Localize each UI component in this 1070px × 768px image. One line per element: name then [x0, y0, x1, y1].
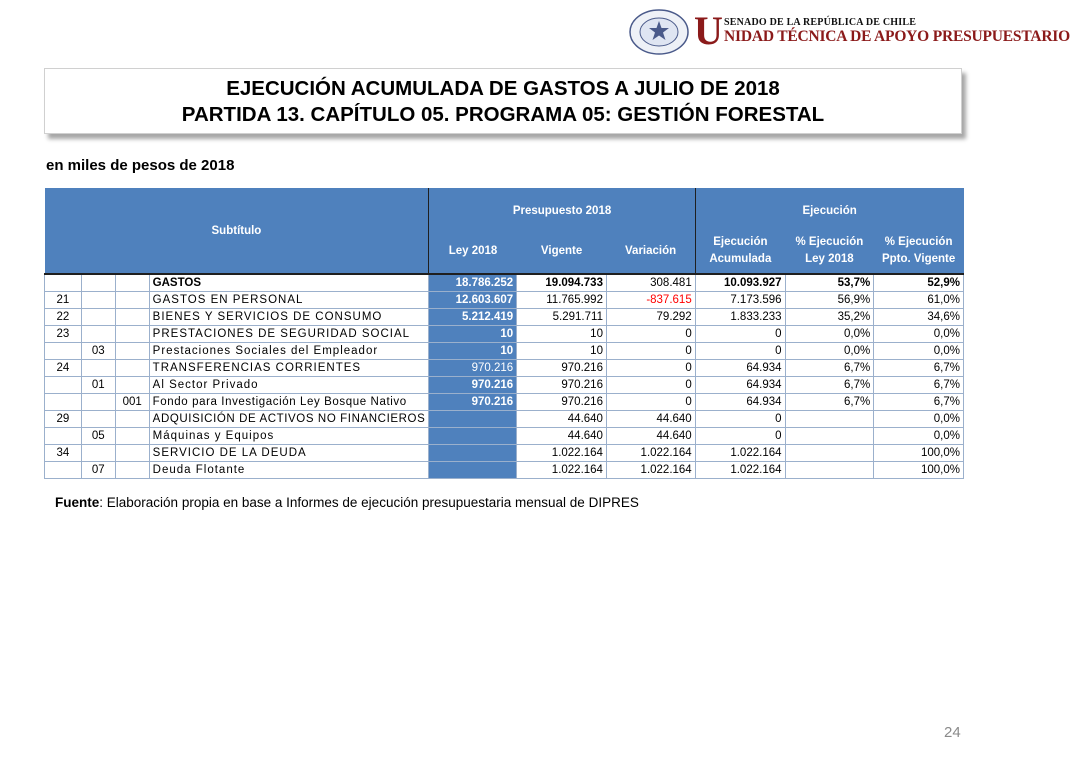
cell-variacion: 44.640 — [606, 411, 695, 428]
cell-item: 05 — [81, 428, 115, 445]
header-subtitulo: Subtítulo — [45, 188, 429, 274]
cell-name: SERVICIO DE LA DEUDA — [149, 445, 429, 462]
title-box — [44, 68, 962, 134]
header-ejec-acumulada-l2: Acumulada — [709, 252, 772, 265]
cell-ejecucion: 10.093.927 — [695, 274, 785, 292]
cell-vigente: 44.640 — [517, 411, 607, 428]
cell-name: Deuda Flotante — [149, 462, 429, 479]
cell-pct-vigente: 6,7% — [874, 360, 964, 377]
cell-asig — [115, 462, 149, 479]
cell-ley: 18.786.252 — [429, 274, 517, 292]
cell-ley — [429, 462, 517, 479]
cell-item: 07 — [81, 462, 115, 479]
cell-subtitulo: 34 — [45, 445, 82, 462]
header-pct-ley-l1: % Ejecución — [795, 235, 864, 248]
cell-name: Al Sector Privado — [149, 377, 429, 394]
table-row — [45, 274, 964, 292]
org-name-bottom: NIDAD TÉCNICA DE APOYO PRESUPUESTARIO — [724, 28, 1070, 45]
cell-pct-vigente: 0,0% — [874, 411, 964, 428]
cell-ley: 10 — [429, 326, 517, 343]
header-pct-vigente-l2: Ppto. Vigente — [881, 252, 956, 265]
cell-variacion: 1.022.164 — [606, 462, 695, 479]
cell-asig — [115, 292, 149, 309]
header-ejec-acumulada-l1: Ejecución — [713, 235, 768, 248]
cell-vigente: 1.022.164 — [517, 445, 607, 462]
cell-pct-ley — [785, 462, 874, 479]
cell-asig — [115, 411, 149, 428]
table-row — [45, 360, 964, 377]
cell-item — [81, 326, 115, 343]
cell-pct-vigente: 0,0% — [874, 326, 964, 343]
cell-asig — [115, 274, 149, 292]
header-ejecucion: Ejecución — [695, 188, 963, 228]
header-vigente: Vigente — [517, 228, 607, 274]
table-row — [45, 428, 964, 445]
cell-asig — [115, 309, 149, 326]
budget-table — [44, 188, 964, 479]
cell-asig — [115, 360, 149, 377]
cell-variacion: 0 — [606, 360, 695, 377]
cell-pct-vigente: 0,0% — [874, 428, 964, 445]
cell-asig — [115, 445, 149, 462]
cell-vigente: 11.765.992 — [517, 292, 607, 309]
cell-pct-vigente: 100,0% — [874, 445, 964, 462]
cell-vigente: 970.216 — [517, 377, 607, 394]
cell-pct-vigente: 34,6% — [874, 309, 964, 326]
cell-vigente: 10 — [517, 343, 607, 360]
header-pct-vigente-l1: % Ejecución — [884, 235, 953, 248]
cell-ejecucion: 64.934 — [695, 377, 785, 394]
cell-asig — [115, 377, 149, 394]
cell-variacion: 0 — [606, 377, 695, 394]
cell-ejecucion: 0 — [695, 411, 785, 428]
cell-ley: 970.216 — [429, 377, 517, 394]
org-name-top: SENADO DE LA REPÚBLICA DE CHILE — [724, 17, 917, 28]
cell-pct-vigente: 61,0% — [874, 292, 964, 309]
cell-ley — [429, 428, 517, 445]
cell-subtitulo: 22 — [45, 309, 82, 326]
cell-ley — [429, 411, 517, 428]
cell-name: BIENES Y SERVICIOS DE CONSUMO — [149, 309, 429, 326]
cell-name: PRESTACIONES DE SEGURIDAD SOCIAL — [149, 326, 429, 343]
cell-item — [81, 309, 115, 326]
cell-variacion: -837.615 — [606, 292, 695, 309]
cell-variacion: 0 — [606, 343, 695, 360]
cell-item: 01 — [81, 377, 115, 394]
cell-vigente: 1.022.164 — [517, 462, 607, 479]
cell-ejecucion: 64.934 — [695, 360, 785, 377]
cell-subtitulo — [45, 274, 82, 292]
page-number: 24 — [944, 724, 961, 741]
cell-vigente: 5.291.711 — [517, 309, 607, 326]
cell-variacion: 308.481 — [606, 274, 695, 292]
cell-item — [81, 292, 115, 309]
cell-name: Fondo para Investigación Ley Bosque Nativo — [149, 394, 429, 411]
cell-vigente: 970.216 — [517, 360, 607, 377]
cell-pct-ley: 6,7% — [785, 360, 874, 377]
header-ley: Ley 2018 — [429, 228, 517, 274]
cell-pct-vigente: 6,7% — [874, 394, 964, 411]
cell-subtitulo: 29 — [45, 411, 82, 428]
cell-item — [81, 411, 115, 428]
cell-ejecucion: 0 — [695, 326, 785, 343]
cell-ejecucion: 0 — [695, 428, 785, 445]
cell-vigente: 19.094.733 — [517, 274, 607, 292]
header-variacion: Variación — [606, 228, 695, 274]
cell-item — [81, 394, 115, 411]
table-row — [45, 462, 964, 479]
cell-name: TRANSFERENCIAS CORRIENTES — [149, 360, 429, 377]
table-row — [45, 309, 964, 326]
cell-item — [81, 445, 115, 462]
cell-ejecucion: 7.173.596 — [695, 292, 785, 309]
cell-variacion: 44.640 — [606, 428, 695, 445]
cell-asig — [115, 428, 149, 445]
cell-pct-ley: 53,7% — [785, 274, 874, 292]
cell-asig — [115, 326, 149, 343]
cell-pct-ley: 6,7% — [785, 377, 874, 394]
cell-ejecucion: 1.022.164 — [695, 445, 785, 462]
cell-pct-vigente: 0,0% — [874, 343, 964, 360]
cell-asig — [115, 343, 149, 360]
logo-initial: U — [694, 8, 723, 53]
cell-item — [81, 274, 115, 292]
cell-subtitulo — [45, 377, 82, 394]
cell-name: ADQUISICIÓN DE ACTIVOS NO FINANCIEROS — [149, 411, 429, 428]
cell-subtitulo — [45, 428, 82, 445]
table-row — [45, 326, 964, 343]
cell-pct-ley — [785, 445, 874, 462]
cell-name: GASTOS — [149, 274, 429, 292]
cell-pct-ley: 0,0% — [785, 343, 874, 360]
cell-variacion: 79.292 — [606, 309, 695, 326]
header-ejec-acumulada — [695, 228, 785, 274]
header-pct-ley — [785, 228, 874, 274]
cell-pct-ley: 56,9% — [785, 292, 874, 309]
title-line-1: EJECUCIÓN ACUMULADA DE GASTOS A JULIO DE 2018 — [226, 77, 780, 100]
cell-asig: 001 — [115, 394, 149, 411]
table-row — [45, 377, 964, 394]
cell-pct-vigente: 100,0% — [874, 462, 964, 479]
cell-pct-vigente: 52,9% — [874, 274, 964, 292]
cell-subtitulo: 21 — [45, 292, 82, 309]
header-presupuesto: Presupuesto 2018 — [429, 188, 695, 228]
cell-subtitulo: 24 — [45, 360, 82, 377]
cell-ejecucion: 1.833.233 — [695, 309, 785, 326]
cell-item — [81, 360, 115, 377]
cell-pct-vigente: 6,7% — [874, 377, 964, 394]
header-logo — [628, 8, 1070, 58]
cell-variacion: 0 — [606, 326, 695, 343]
header-pct-vigente — [874, 228, 964, 274]
cell-name: Máquinas y Equipos — [149, 428, 429, 445]
units-label: en miles de pesos de 2018 — [46, 157, 235, 174]
table-row — [45, 343, 964, 360]
cell-vigente: 970.216 — [517, 394, 607, 411]
cell-subtitulo — [45, 462, 82, 479]
cell-vigente: 44.640 — [517, 428, 607, 445]
senate-seal-icon — [628, 8, 690, 56]
cell-name: GASTOS EN PERSONAL — [149, 292, 429, 309]
source-text: : Elaboración propia en base a Informes de ejecución presupuestaria mensual de DIPRES — [99, 495, 639, 510]
cell-pct-ley: 35,2% — [785, 309, 874, 326]
cell-ley — [429, 445, 517, 462]
cell-ejecucion: 64.934 — [695, 394, 785, 411]
cell-vigente: 10 — [517, 326, 607, 343]
cell-subtitulo: 23 — [45, 326, 82, 343]
cell-subtitulo — [45, 394, 82, 411]
cell-ley: 12.603.607 — [429, 292, 517, 309]
table-row — [45, 394, 964, 411]
title-line-2: PARTIDA 13. CAPÍTULO 05. PROGRAMA 05: GESTIÓN FORESTAL — [181, 103, 825, 126]
cell-ley: 970.216 — [429, 394, 517, 411]
cell-variacion: 0 — [606, 394, 695, 411]
header-pct-ley-l2: Ley 2018 — [805, 252, 854, 265]
cell-variacion: 1.022.164 — [606, 445, 695, 462]
cell-ejecucion: 0 — [695, 343, 785, 360]
table-row — [45, 292, 964, 309]
cell-subtitulo — [45, 343, 82, 360]
cell-pct-ley: 0,0% — [785, 326, 874, 343]
cell-ley: 5.212.419 — [429, 309, 517, 326]
cell-item: 03 — [81, 343, 115, 360]
cell-pct-ley — [785, 411, 874, 428]
cell-ley: 10 — [429, 343, 517, 360]
cell-pct-ley — [785, 428, 874, 445]
cell-ejecucion: 1.022.164 — [695, 462, 785, 479]
source-note — [55, 495, 639, 510]
table-row — [45, 411, 964, 428]
source-label: Fuente — [55, 495, 100, 510]
cell-name: Prestaciones Sociales del Empleador — [149, 343, 429, 360]
cell-pct-ley: 6,7% — [785, 394, 874, 411]
table-row — [45, 445, 964, 462]
cell-ley: 970.216 — [429, 360, 517, 377]
